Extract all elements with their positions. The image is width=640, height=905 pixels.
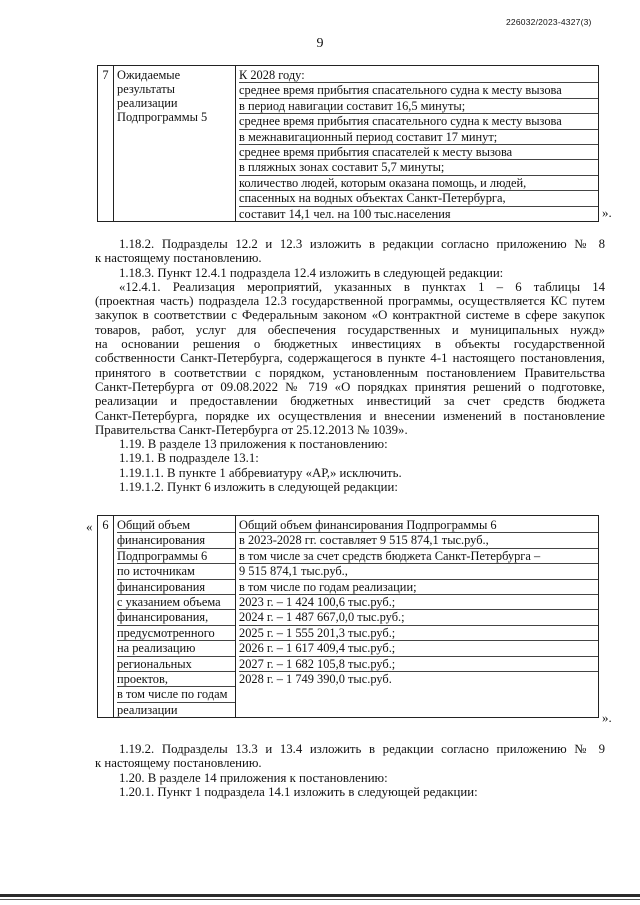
row-label-cell bbox=[114, 66, 236, 222]
text-line: 1.19.1.2. Пункт 6 изложить в следующей редакции: bbox=[119, 480, 398, 495]
body-text-2 bbox=[95, 742, 605, 799]
label-line: в том числе по годам bbox=[117, 687, 235, 702]
opening-quote: « bbox=[86, 519, 93, 534]
row-number-cell bbox=[98, 516, 114, 718]
table-row bbox=[98, 516, 599, 718]
label-line: Подпрограммы 6 bbox=[117, 549, 235, 564]
label-line: финансирования bbox=[117, 533, 235, 548]
row-content-cell bbox=[236, 66, 599, 222]
content-line: К 2028 году: bbox=[239, 68, 598, 83]
label-line: финансирования bbox=[117, 580, 235, 595]
closing-quote: ». bbox=[602, 205, 612, 220]
content-line: 2024 г. – 1 487 667,0,0 тыс.руб.; bbox=[239, 610, 598, 625]
text-line: к настоящему постановлению. bbox=[95, 251, 262, 266]
text-line: на основании решения о бюджетных инвестициях в объекты государственной bbox=[95, 337, 605, 352]
text-line: собственности Санкт-Петербурга, содержащегося в пункте 4-1 настоящего постановления, bbox=[95, 351, 605, 366]
text-line: Санкт-Петербурга, порядке их осуществления и внесении изменений в постановление bbox=[95, 408, 605, 423]
text-line: закупок в соответствии с Федеральным законом «О контрактной системе в сфере закупок bbox=[95, 308, 605, 323]
text-line: 1.19.1.1. В пункте 1 аббревиатуру «АР,» исключить. bbox=[119, 465, 402, 480]
text-line: товаров, работ, услуг для обеспечения государственных и муниципальных нужд» bbox=[95, 322, 605, 337]
label-line: Ожидаемые bbox=[117, 68, 181, 82]
label-line: проектов, bbox=[117, 672, 235, 687]
content-line: 2026 г. – 1 617 409,4 тыс.руб.; bbox=[239, 641, 598, 656]
content-line: Общий объем финансирования Подпрограммы 6 bbox=[239, 518, 598, 533]
content-line: спасенных на водных объектах Санкт-Петербурга, bbox=[239, 191, 598, 206]
content-line: 2027 г. – 1 682 105,8 тыс.руб.; bbox=[239, 657, 598, 672]
text-line: 1.20. В разделе 14 приложения к постановлению: bbox=[119, 770, 388, 785]
text-line: принятого в соответствии с порядком, установленным постановлением Правительства bbox=[95, 365, 605, 380]
label-line: по источникам bbox=[117, 564, 235, 579]
label-line: финансирования, bbox=[117, 610, 235, 625]
content-line: в том числе за счет средств бюджета Санкт-Петербурга – bbox=[239, 549, 598, 564]
row-number-cell bbox=[98, 66, 114, 222]
content-line: 9 515 874,1 тыс.руб., bbox=[239, 564, 598, 579]
content-line: 2028 г. – 1 749 390,0 тыс.руб. bbox=[239, 672, 392, 687]
row-label-cell bbox=[114, 516, 236, 718]
row-number: 7 bbox=[102, 68, 109, 82]
text-line: 1.19. В разделе 13 приложения к постановлению: bbox=[119, 437, 388, 452]
content-line: среднее время прибытия спасательного судна к месту вызова bbox=[239, 83, 598, 98]
subprogram-5-table bbox=[97, 65, 599, 222]
label-line: предусмотренного bbox=[117, 626, 235, 641]
text-line: «12.4.1. Реализация мероприятий, указанных в пунктах 1 – 6 таблицы 14 bbox=[119, 279, 605, 294]
subprogram-6-table bbox=[97, 515, 599, 718]
closing-quote: ». bbox=[602, 710, 612, 725]
text-line: реализации и предоставлении бюджетных инвестиций за счет средств бюджета bbox=[95, 394, 605, 409]
text-line: Санкт-Петербурга от 09.08.2022 № 719 «О порядках принятия решений о подготовке, bbox=[95, 379, 605, 394]
content-line: количество людей, которым оказана помощь, и людей, bbox=[239, 176, 598, 191]
text-line: 1.18.3. Пункт 12.4.1 подраздела 12.4 изложить в следующей редакции: bbox=[119, 265, 504, 280]
content-line: в период навигации составит 16,5 минуты; bbox=[239, 99, 598, 114]
content-line: в 2023-2028 гг. составляет 9 515 874,1 тыс.руб., bbox=[239, 533, 598, 548]
content-line: в межнавигационный период составит 17 минут; bbox=[239, 130, 598, 145]
body-text-1 bbox=[95, 237, 605, 494]
label-line: Общий объем bbox=[117, 518, 235, 533]
content-line: среднее время прибытия спасательного судна к месту вызова bbox=[239, 114, 598, 129]
label-line: реализации bbox=[117, 96, 178, 110]
label-line: реализации bbox=[117, 702, 178, 717]
row-content-cell bbox=[236, 516, 599, 718]
content-line: в том числе по годам реализации; bbox=[239, 580, 598, 595]
text-line: 1.19.2. Подразделы 13.3 и 13.4 изложить в редакции согласно приложению № 9 bbox=[119, 742, 605, 756]
document-number: 226032/2023-4327(3) bbox=[506, 17, 592, 27]
label-line: на реализацию bbox=[117, 641, 235, 656]
content-line: среднее время прибытия спасателей к месту вызова bbox=[239, 145, 598, 160]
text-line: к настоящему постановлению. bbox=[95, 756, 262, 771]
content-line: составит 14,1 чел. на 100 тыс.населения bbox=[239, 206, 451, 221]
text-line: 1.18.2. Подразделы 12.2 и 12.3 изложить в редакции согласно приложению № 8 bbox=[119, 237, 605, 251]
label-line: с указанием объема bbox=[117, 595, 235, 610]
content-line: 2023 г. – 1 424 100,6 тыс.руб.; bbox=[239, 595, 598, 610]
content-line: в пляжных зонах составит 5,7 минуты; bbox=[239, 160, 598, 175]
label-line: результаты bbox=[117, 82, 175, 96]
table-row bbox=[98, 66, 599, 222]
label-line: региональных bbox=[117, 657, 235, 672]
scan-edge-line bbox=[0, 899, 640, 900]
text-line: 1.19.1. В подразделе 13.1: bbox=[119, 451, 259, 466]
label-line: Подпрограммы 5 bbox=[117, 110, 208, 124]
text-line: Правительства Санкт-Петербурга от 25.12.2013 № 1039». bbox=[95, 422, 408, 437]
page-number: 9 bbox=[316, 36, 324, 51]
scan-edge-line bbox=[0, 894, 640, 897]
row-number: 6 bbox=[102, 518, 109, 532]
content-line: 2025 г. – 1 555 201,3 тыс.руб.; bbox=[239, 626, 598, 641]
text-line: 1.20.1. Пункт 1 подраздела 14.1 изложить в следующей редакции: bbox=[119, 784, 478, 799]
text-line: (проектная часть) подраздела 12.3 государственной программы, осуществляется КС путем bbox=[95, 294, 605, 309]
